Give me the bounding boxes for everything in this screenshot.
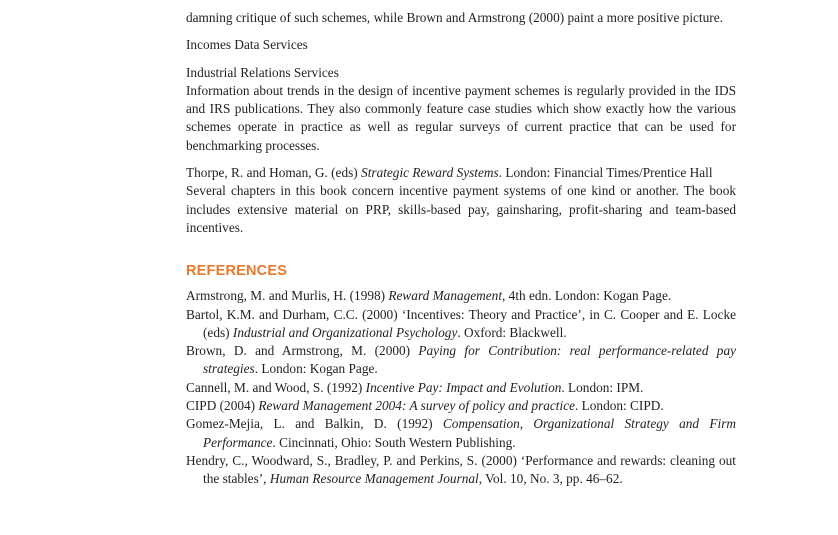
reference-authors: Cannell, M. and Wood, S. (1992) <box>186 379 366 395</box>
reference-title: Paying for Contribution: real performance-related pay strategies <box>203 343 736 377</box>
thorpe-publisher: . London: Financial Times/Prentice Hall <box>498 165 713 181</box>
reference-item <box>186 379 736 397</box>
intro-paragraph: damning critique of such schemes, while Brown and Armstrong (2000) paint a more positive picture. <box>186 10 723 25</box>
reference-title: Human Resource Management Journal <box>269 471 479 487</box>
document-page <box>186 9 736 489</box>
further-reading-description-irs: Information about trends in the design of incentive payment schemes is regularly provided in the IDS and IRS publications. They also commonly feature case studies which show exactly how the various schemes operate in practice as well as regular surveys of current practice that can be used for benchmarking processes. <box>186 82 736 153</box>
reference-authors: Hendry, C., Woodward, S., Bradley, P. and Perkins, S. (2000) ‘Performance and rewards: cleaning out the stables’, <box>186 452 736 487</box>
reference-authors: Brown, D. and Armstrong, M. (2000) <box>186 343 419 359</box>
reference-item <box>186 415 736 452</box>
further-reading-source-thorpe <box>186 164 736 182</box>
reference-publisher: . London: IPM. <box>561 379 644 395</box>
reference-authors: CIPD (2004) <box>186 398 259 414</box>
reference-publisher: . Oxford: Blackwell. <box>457 324 567 340</box>
reference-authors: Bartol, K.M. and Durham, C.C. (2000) ‘Incentives: Theory and Practice’, in C. Cooper and E. Locke (eds) <box>186 306 736 340</box>
thorpe-authors: Thorpe, R. and Homan, G. (eds) <box>186 165 362 181</box>
reference-item <box>186 306 736 343</box>
reference-title: Compensation, Organizational Strategy and Firm Performance <box>203 416 736 450</box>
reference-title: Reward Management <box>388 288 503 304</box>
reference-authors: Gomez-Mejia, L. and Balkin, D. (1992) <box>186 416 443 432</box>
references-heading: REFERENCES <box>186 263 288 280</box>
further-reading-source-irs: Industrial Relations Services <box>186 64 339 80</box>
references-list <box>186 287 736 488</box>
reference-item <box>186 452 736 489</box>
further-reading-source-ids: Incomes Data Services <box>186 37 308 53</box>
reference-item <box>186 397 736 415</box>
reference-item <box>186 342 736 379</box>
reference-publisher: , 4th edn. London: Kogan Page. <box>502 288 672 304</box>
reference-publisher: , Vol. 10, No. 3, pp. 46–62. <box>478 471 623 487</box>
reference-publisher: . London: CIPD. <box>575 398 664 414</box>
reference-title: Industrial and Organizational Psychology <box>232 324 458 340</box>
reference-item <box>186 287 736 305</box>
thorpe-title: Strategic Reward Systems <box>361 165 499 181</box>
reference-title: Incentive Pay: Impact and Evolution <box>365 379 562 395</box>
reference-publisher: . Cincinnati, Ohio: South Western Publishing. <box>272 434 516 450</box>
reference-authors: Armstrong, M. and Murlis, H. (1998) <box>186 288 389 304</box>
further-reading-description-thorpe: Several chapters in this book concern incentive payment systems of one kind or another. The book includes extensive material on PRP, skills-based pay, gainsharing, profit-sharing and team-based incentives. <box>186 183 736 235</box>
reference-publisher: . London: Kogan Page. <box>254 361 378 377</box>
reference-title: Reward Management 2004: A survey of policy and practice <box>258 398 575 414</box>
